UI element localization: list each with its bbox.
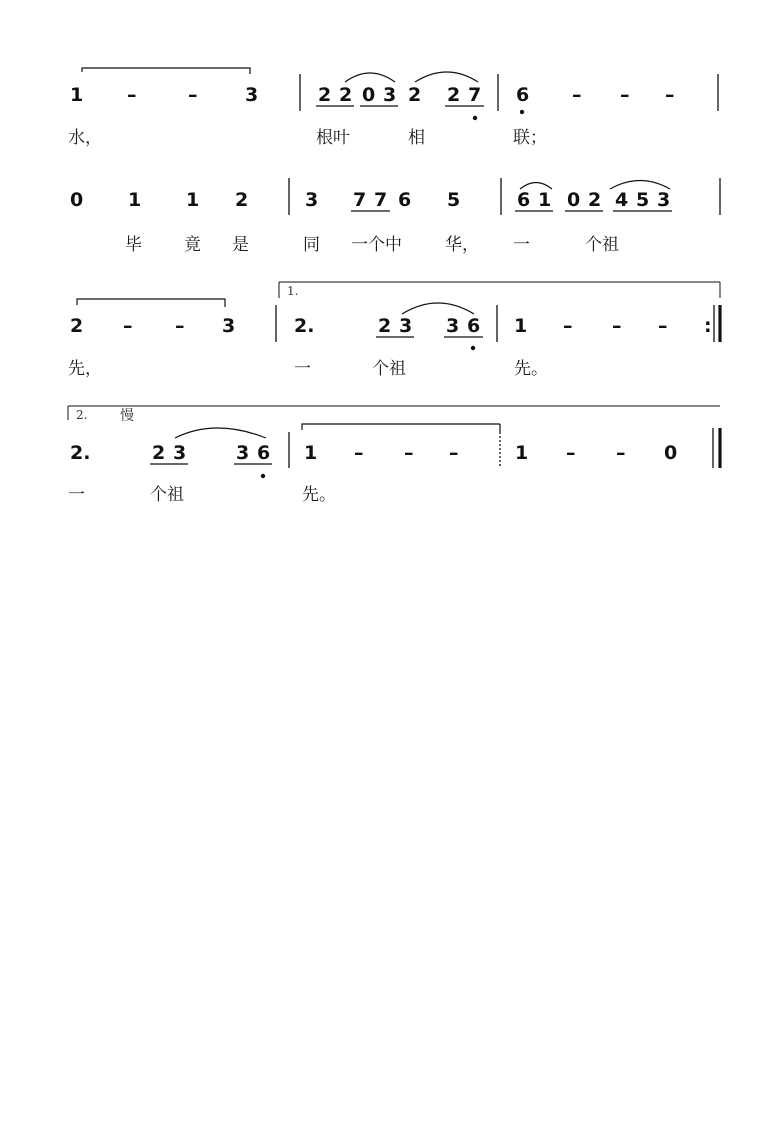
note: 3 xyxy=(383,84,397,106)
lyric: 根叶 xyxy=(316,128,350,148)
lyric: 一 xyxy=(68,485,85,505)
low-dot xyxy=(261,474,265,478)
dash: – xyxy=(449,442,459,464)
note: 2 xyxy=(447,84,461,106)
tempo-marking: 慢 xyxy=(120,408,134,424)
slur xyxy=(415,72,478,82)
note: 2 xyxy=(152,442,166,464)
note: 4 xyxy=(615,189,629,211)
note: 2 xyxy=(588,189,602,211)
note: 3 xyxy=(173,442,187,464)
lyric: 毕 xyxy=(125,235,142,255)
note: 6 xyxy=(517,189,531,211)
note: 6 xyxy=(516,84,530,106)
note: 3 xyxy=(399,315,413,337)
dash: – xyxy=(123,315,133,337)
note: 0 xyxy=(664,442,678,464)
note: 7 xyxy=(353,189,367,211)
slur xyxy=(175,428,266,438)
note: 3 xyxy=(305,189,319,211)
repeat-sign: : xyxy=(704,315,712,337)
note: 2 xyxy=(339,84,353,106)
note: 0 xyxy=(362,84,376,106)
system-4 xyxy=(68,406,720,505)
note: 3 xyxy=(245,84,259,106)
lyric: 个祖 xyxy=(150,485,184,505)
lyric: 同 xyxy=(303,235,320,255)
note: 6 xyxy=(257,442,271,464)
note: 2. xyxy=(70,442,91,464)
dash: – xyxy=(566,442,576,464)
lyric: 先， xyxy=(68,359,102,379)
volta-label: 2. xyxy=(76,408,88,422)
lyric: 竟 xyxy=(184,235,201,255)
note: 7 xyxy=(374,189,388,211)
lyric: 联； xyxy=(513,128,547,148)
dash: – xyxy=(354,442,364,464)
system-1 xyxy=(68,68,718,148)
dash: – xyxy=(572,84,582,106)
note: 3 xyxy=(222,315,236,337)
note: 6 xyxy=(398,189,412,211)
note: 3 xyxy=(236,442,250,464)
low-dot xyxy=(473,116,477,120)
system-3 xyxy=(68,282,720,379)
note: 6 xyxy=(467,315,481,337)
lyric: 相 xyxy=(408,128,425,148)
lyric: 先。 xyxy=(514,359,548,379)
dash: – xyxy=(563,315,573,337)
slur xyxy=(345,73,395,82)
dash: – xyxy=(620,84,630,106)
note: 1 xyxy=(128,189,142,211)
note: 5 xyxy=(636,189,650,211)
note: 0 xyxy=(567,189,581,211)
low-dot xyxy=(471,346,475,350)
dash: – xyxy=(665,84,675,106)
dash: – xyxy=(616,442,626,464)
tie xyxy=(302,424,500,430)
note: 1 xyxy=(70,84,84,106)
tie xyxy=(82,68,250,74)
note: 0 xyxy=(70,189,84,211)
dash: – xyxy=(188,84,198,106)
note: 1 xyxy=(186,189,200,211)
lyric: 个祖 xyxy=(585,235,619,255)
lyric: 一 xyxy=(513,235,530,255)
note: 3 xyxy=(446,315,460,337)
note: 3 xyxy=(657,189,671,211)
dash: – xyxy=(175,315,185,337)
note: 1 xyxy=(515,442,529,464)
volta-label: 1. xyxy=(287,284,299,298)
note: 2 xyxy=(378,315,392,337)
lyric: 个祖 xyxy=(372,359,406,379)
lyric: 华， xyxy=(445,235,479,255)
lyric: 先。 xyxy=(302,485,336,505)
note: 2. xyxy=(294,315,315,337)
low-dot xyxy=(520,110,524,114)
lyric: 一 xyxy=(294,359,311,379)
lyric: 一个中 xyxy=(351,235,402,255)
dash: – xyxy=(658,315,668,337)
note: 2 xyxy=(408,84,422,106)
slur xyxy=(402,303,474,314)
note: 1 xyxy=(514,315,528,337)
note: 7 xyxy=(468,84,482,106)
tie xyxy=(77,299,225,307)
dash: – xyxy=(612,315,622,337)
dash: – xyxy=(127,84,137,106)
note: 2 xyxy=(70,315,84,337)
dash: – xyxy=(404,442,414,464)
note: 2 xyxy=(318,84,332,106)
slur xyxy=(610,181,670,190)
system-2 xyxy=(70,178,720,255)
note: 1 xyxy=(538,189,552,211)
note: 5 xyxy=(447,189,461,211)
lyric: 水， xyxy=(68,128,102,148)
note: 2 xyxy=(235,189,249,211)
lyric: 是 xyxy=(232,235,249,255)
note: 1 xyxy=(304,442,318,464)
